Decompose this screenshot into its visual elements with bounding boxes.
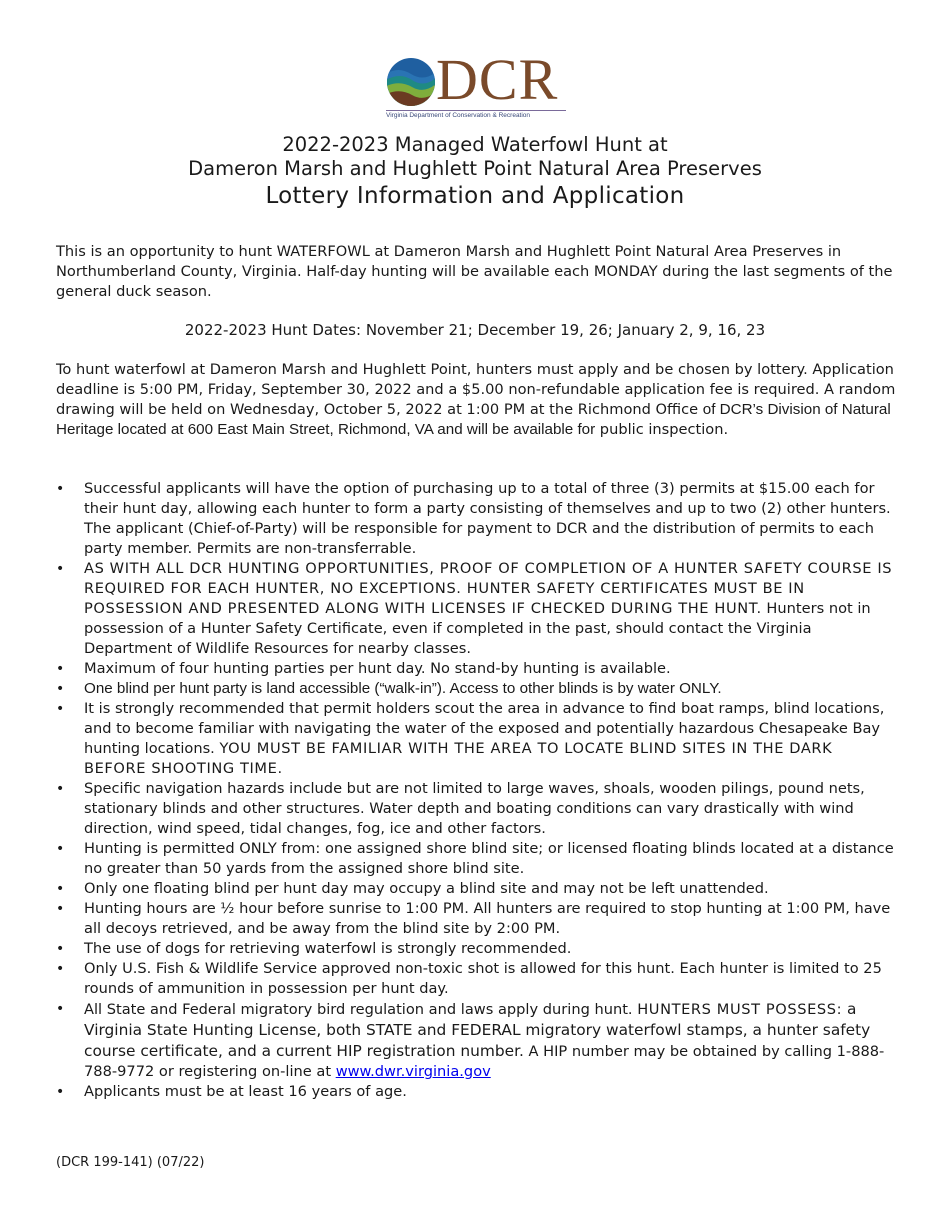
bullet-icon: • <box>56 661 65 677</box>
list-item <box>56 839 896 879</box>
list-item <box>56 559 896 659</box>
rule-hip: A HIP number may be obtained by calling 1-888-788-9772 or registering on-line at <box>84 1043 885 1080</box>
rule-scouting: It is strongly recommended that permit holders scout the area in advance to find boat ramps, blind locations, and to become familiar with navigating the water of the exposed and potentially hazardous Chesapeake Bay hunting locations. <box>84 700 885 757</box>
bullet-icon: • <box>56 1084 65 1100</box>
lottery-text-2: of DCR’s Division of Natural Heritage located at 600 East Main Street, Richmond, VA and will be available for <box>56 401 891 438</box>
rule-max-parties: Maximum of four hunting parties per hunt day. No stand-by hunting is available. <box>84 660 671 677</box>
rule-floating-blind: Only one floating blind per hunt day may occupy a blind site and may not be left unattended. <box>84 880 769 897</box>
bullet-icon: • <box>56 781 65 797</box>
bullet-icon: • <box>56 901 65 917</box>
bullet-icon: • <box>56 941 65 957</box>
rule-must-possess: HUNTERS MUST POSSESS: <box>637 1001 843 1018</box>
bullet-icon: • <box>56 561 65 577</box>
bullet-icon: • <box>56 841 65 857</box>
bullet-icon: • <box>56 1001 65 1017</box>
lottery-text-1: To hunt waterfowl at Dameron Marsh and Hughlett Point, hunters must apply and be chosen by lottery. Application deadline is 5:00 PM, Friday, September 30, 2022 and a $5.00 non-refundable application fee is required. A random drawing will be held on Wednesday, October 5, 2022 at 1:00 PM at the Richmond Office <box>56 361 896 418</box>
list-item <box>56 479 896 559</box>
rule-hunter-safety: Hunters not in possession of a Hunter Safety Certificate, even if completed in the past, should contact the Virginia Department of Wildlife Resources for nearby classes. <box>84 600 871 657</box>
bullet-icon: • <box>56 961 65 977</box>
hunt-dates: 2022-2023 Hunt Dates: November 21; December 19, 26; January 2, 9, 16, 23 <box>184 321 766 339</box>
list-item <box>56 959 896 999</box>
document-title <box>0 133 950 211</box>
rule-age: Applicants must be at least 16 years of age. <box>84 1083 407 1100</box>
rule-shot: Only U.S. Fish & Wildlife Service approved non-toxic shot is allowed for this hunt. Each hunter is limited to 25 rounds of ammunition in possession per hunt day. <box>84 960 882 997</box>
lottery-text-3: public inspection. <box>595 421 729 438</box>
title-line-1: 2022-2023 Managed Waterfowl Hunt at <box>282 133 668 156</box>
list-item <box>56 659 896 679</box>
list-item <box>56 939 896 959</box>
rule-blind-sites: Hunting is permitted ONLY from: one assigned shore blind site; or licensed floating blinds located at a distance no greater than 50 yards from the assigned shore blind site. <box>84 840 894 877</box>
list-item <box>56 999 896 1082</box>
wave-emblem-icon <box>386 54 436 110</box>
rule-regulations: All State and Federal migratory bird regulation and laws apply during hunt. <box>84 1001 638 1018</box>
list-item <box>56 899 896 939</box>
form-number: (DCR 199-141) (07/22) <box>56 1155 205 1170</box>
rule-licenses: a Virginia State Hunting License, both STATE and FEDERAL migratory waterfowl stamps, a hunter safety course certificate, and a current HIP registration number. <box>84 1000 871 1060</box>
intro-paragraph: This is an opportunity to hunt WATERFOWL at Dameron Marsh and Hughlett Point Natural Area Preserves in Northumberland County, Virginia. Half-day hunting will be available each MONDAY during the last segments of the general duck season. <box>56 243 893 300</box>
bullet-icon: • <box>56 481 65 497</box>
bullet-icon: • <box>56 701 65 717</box>
rules-list <box>56 479 896 1102</box>
rule-hazards: Specific navigation hazards include but are not limited to large waves, shoals, wooden pilings, pound nets, stationary blinds and other structures. Water depth and boating conditions can vary drastically with wind direction, wind speed, tidal changes, fog, ice and other factors. <box>84 780 865 837</box>
rule-dogs: The use of dogs for retrieving waterfowl is strongly recommended. <box>84 940 572 957</box>
logo-letters: DCR <box>436 47 559 112</box>
list-item <box>56 779 896 839</box>
rule-hunting-hours: Hunting hours are ½ hour before sunrise to 1:00 PM. All hunters are required to stop hunting at 1:00 PM, have all decoys retrieved, and be away from the blind site by 2:00 PM. <box>84 900 891 937</box>
list-item <box>56 1082 896 1102</box>
bullet-icon: • <box>56 881 65 897</box>
bullet-icon: • <box>56 681 65 697</box>
dwr-website-link[interactable]: www.dwr.virginia.gov <box>335 1063 491 1080</box>
rule-hunter-safety-caps: AS WITH ALL DCR HUNTING OPPORTUNITIES, PROOF OF COMPLETION OF A HUNTER SAFETY COURSE IS REQUIRED FOR EACH HUNTER, NO EXCEPTIONS. HUNTER SAFETY CERTIFICATES MUST BE IN POSSESSION AND PRESENTED ALONG WITH LICENSES IF CHECKED DURING THE HUNT. <box>84 560 893 617</box>
rule-scouting-caps: YOU MUST BE FAMILIAR WITH THE AREA TO LOCATE BLIND SITES IN THE DARK BEFORE SHOOTING TIME. <box>84 740 833 777</box>
rule-permits: Successful applicants will have the option of purchasing up to a total of three (3) permits at $15.00 each for their hunt day, allowing each hunter to form a party consisting of themselves and up to two (2) other hunters. The applicant (Chief-of-Party) will be responsible for payment to DCR and the distribution of permits to each party member. Permits are non-transferrable. <box>84 480 891 557</box>
title-line-3: Lottery Information and Application <box>265 183 685 209</box>
title-line-2: Dameron Marsh and Hughlett Point Natural Area Preserves <box>188 157 762 180</box>
list-item <box>56 679 896 699</box>
lottery-paragraph <box>56 360 896 440</box>
list-item <box>56 699 896 779</box>
dcr-logo <box>386 47 566 122</box>
rule-blind-access: One blind per hunt party is land accessible (“walk-in”). Access to other blinds is by water ONLY. <box>84 680 722 697</box>
logo-tagline: Virginia Department of Conservation & Recreation <box>386 110 566 119</box>
list-item <box>56 879 896 899</box>
